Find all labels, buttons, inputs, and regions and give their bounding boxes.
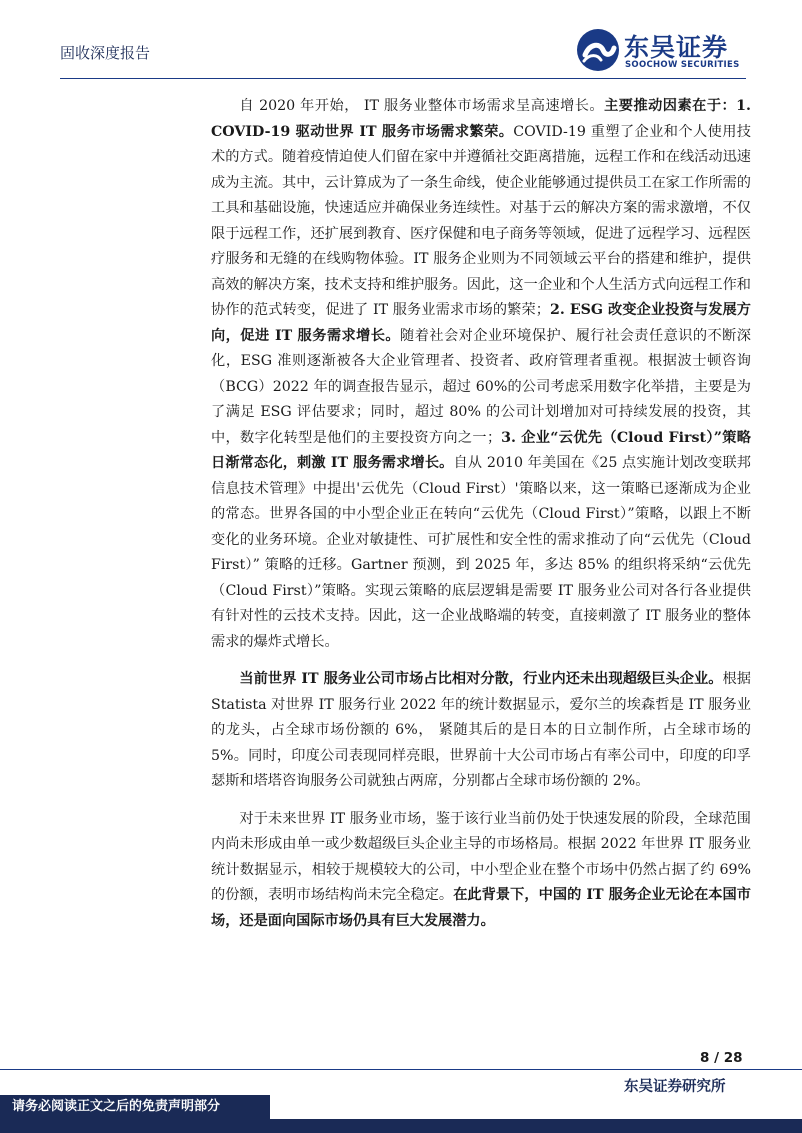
text-segment: 根据 Statista 对世界 IT 服务行业 2022 年的统计数据显示，爱尔兰的埃森哲是 IT 服务业的龙头，占全球市场份额的 6%， 紧随其后的是日本的日立制作所，占全球市场的 5%。同时，印度公司表现同样亮眼，世界前十大公司市场占有率公司中，印度的印孚瑟斯和塔塔咨询服务公司就独占两席，分别都占全球市场份额的 2%。 bbox=[211, 671, 751, 789]
report-body bbox=[211, 94, 751, 946]
footer-band bbox=[0, 1119, 802, 1133]
header-divider bbox=[60, 78, 746, 79]
text-segment: 对于未来世界 IT 服务业市场，鉴于该行业当前仍处于快速发展的阶段，全球范围内尚未形成由单一或少数超级巨头企业主导的市场格局。根据 2022 年世界 IT 服务业统计数据显示，相较于规模较大的公司，中小型企业在整个市场中仍然占据了约 69%的份额，表明市场结构尚未完全稳定。 bbox=[211, 810, 751, 903]
bold-text-segment: 3. 企业“云优先（Cloud First）”策略日渐常态化，刺激 IT 服务需求增长。 bbox=[211, 429, 751, 471]
bold-text-segment: 在此背景下，中国的 IT 服务企业无论在本国市场，还是面向国际市场仍具有巨大发展潜力。 bbox=[211, 887, 751, 929]
text-segment: 自 2020 年开始， IT 服务业整体市场需求呈高速增长。 bbox=[239, 98, 605, 114]
paragraph-outlook bbox=[211, 807, 751, 935]
paragraph-demand-drivers bbox=[211, 94, 751, 655]
bold-text-segment: 主要推动因素在于：1. COVID-19 驱动世界 IT 服务市场需求繁荣。 bbox=[211, 98, 751, 140]
page-number: 8 / 28 bbox=[700, 1050, 743, 1066]
report-type-label: 固收深度报告 bbox=[60, 44, 151, 62]
disclaimer-notice: 请务必阅读正文之后的免责声明部分 bbox=[0, 1095, 270, 1119]
text-segment: COVID-19 重塑了企业和个人使用技术的方式。随着疫情迫使人们留在家中并遵循社交距离措施，远程工作和在线活动迅速成为主流。其中，云计算成为了一条生命线，使企业能够通过提供员工在家工作所需的工具和基础设施，快速适应并确保业务连续性。对基于云的解决方案的需求激增，不仅限于远程工作，还扩展到教育、医疗保健和电子商务等领域，促进了远程学习、远程医疗服务和无缝的在线购物体验。IT 服务企业则为不同领域云平台的搭建和维护，提供高效的解决方案，技术支持和维护服务。因此，这一企业和个人生活方式向远程工作和协作的范式转变，促进了 IT 服务业需求市场的繁荣； bbox=[211, 123, 751, 318]
bold-text-segment: 2. ESG 改变企业投资与发展方向，促进 IT 服务需求增长。 bbox=[211, 302, 751, 344]
company-logo bbox=[576, 28, 746, 72]
paragraph-market-share bbox=[211, 667, 751, 795]
research-institute-label: 东吴证券研究所 bbox=[624, 1078, 726, 1095]
text-segment: 随着社会对企业环境保护、履行社会责任意识的不断深化，ESG 准则逐渐被各大企业管理者、投资者、政府管理者重视。根据波士顿咨询（BCG）2022 年的调查报告显示，超过 60%的公司考虑采用数字化举措，主要是为了满足 ESG 评估要求；同时，超过 80% 的公司计划增加对可持续发展的投资，其中，数字化转型是他们的主要投资方向之一； bbox=[211, 327, 751, 446]
bold-text-segment: 当前世界 IT 服务业公司市场占比相对分散，行业内还未出现超级巨头企业。 bbox=[239, 671, 723, 687]
text-segment: 自从 2010 年美国在《25 点实施计划改变联邦信息技术管理》中提出'云优先（Cloud First）'策略以来，这一策略已逐渐成为企业的常态。世界各国的中小型企业正在转向“云优先（Cloud First）”策略，以跟上不断变化的业务环境。企业对敏捷性、可扩展性和安全性的需求推动了向“云优先（Cloud First）” 策略的迁移。Gartner 预测，到 2025 年，多达 85% 的组织将采纳“云优先（Cloud First）”策略。实现云策略的底层逻辑是需要 IT 服务业公司对各行各业提供有针对性的云技术支持。因此，这一企业战略端的转变，直接刺激了 IT 服务业的整体需求的爆炸式增长。 bbox=[211, 455, 751, 650]
logo-chinese-name: 东吴证券 bbox=[624, 33, 729, 62]
footer-divider bbox=[0, 1069, 802, 1070]
logo-mark-icon bbox=[576, 28, 620, 72]
logo-english-name: SOOCHOW SECURITIES bbox=[625, 60, 740, 70]
